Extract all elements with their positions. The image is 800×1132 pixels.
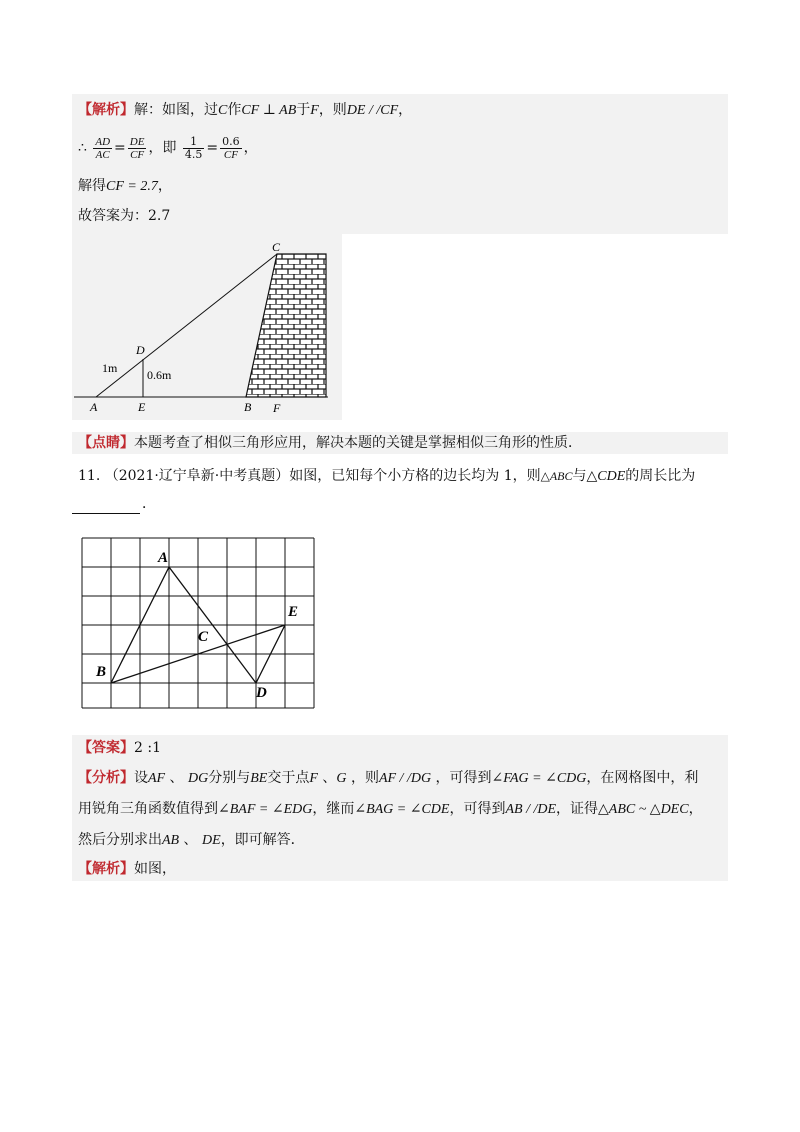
label-E: E [138,400,146,414]
grid-label-B: B [96,664,107,680]
brick-wall [246,254,326,397]
grid-label-E: E [288,604,299,620]
solution-11-tag: 【解析】 [78,861,134,877]
label-0.6m: 0.6m [147,368,172,382]
analysis-line-1: 【分析】设AF 、 DG分别与BE交于点F 、G ，则AF / /DG ，可得到∠FAG = ∠CDG，在网格图中，利 [78,770,699,786]
comment-tag: 【点睛】 [78,435,134,451]
question-11-line-1: 11. （2021·辽宁阜新·中考真题）如图，已知每个小方格的边长均为 1，则△ABC与△CDE的周长比为 [78,468,696,484]
answer-blank [72,513,140,514]
label-A: A [90,400,98,414]
grid-label-C: C [198,629,209,645]
fraction-0.6-cf: $\frac{0.6}{CF}$ [222,134,240,161]
analysis-11-tag: 【分析】 [78,770,134,786]
answer-line: 【答案】2 :1 [78,740,161,756]
solution-line-1: 【解析】解：如图，过C作CF ⊥ AB于F，则DE / /CF， [78,102,413,118]
label-1m: 1m [102,361,118,375]
fraction-de-cf: $\frac{DE}{CF}$ [129,135,145,161]
solution-line-2: ∴ $\frac{AD}{AC}$ = $\frac{DE}{CF}$ ，即 $\frac{1}{4.5}$ = $\frac{0.6}{CF}$ ， [78,134,258,161]
analysis-tag: 【解析】 [78,102,134,118]
grid-label-D: D [256,685,267,701]
analysis-line-3: 然后分别求出AB 、 DE，即可解答． [78,832,305,848]
wall-figure [72,234,342,420]
solution-line-3: 解得CF = 2.7， [78,178,172,194]
grid-figure [78,534,318,716]
comment-line: 【点睛】本题考查了相似三角形应用，解决本题的关键是掌握相似三角形的性质． [78,435,582,451]
label-C: C [272,240,281,254]
line-ac [96,254,277,397]
grid-diagram [78,534,318,712]
question-11-line-2: ． [72,494,156,514]
label-B: B [244,400,252,414]
label-D: D [136,343,145,357]
solution-line-4: 故答案为：2.7 [78,208,171,224]
solution-11-line: 【解析】如图， [78,861,176,877]
grid-lines [82,538,314,708]
fraction-ad-ac: $\frac{AD}{AC}$ [95,135,111,161]
grid-label-A: A [158,550,169,566]
analysis-line-2: 用锐角三角函数值得到∠BAF = ∠EDG，继而∠BAG = ∠CDE，可得到AB / /DE，证得△ABC ~ △DEC， [78,801,703,817]
answer-tag: 【答案】 [78,740,134,756]
label-F: F [273,401,281,415]
fraction-1-4.5: $\frac{1}{4.5}$ [184,134,203,161]
wall-diagram [72,234,342,420]
